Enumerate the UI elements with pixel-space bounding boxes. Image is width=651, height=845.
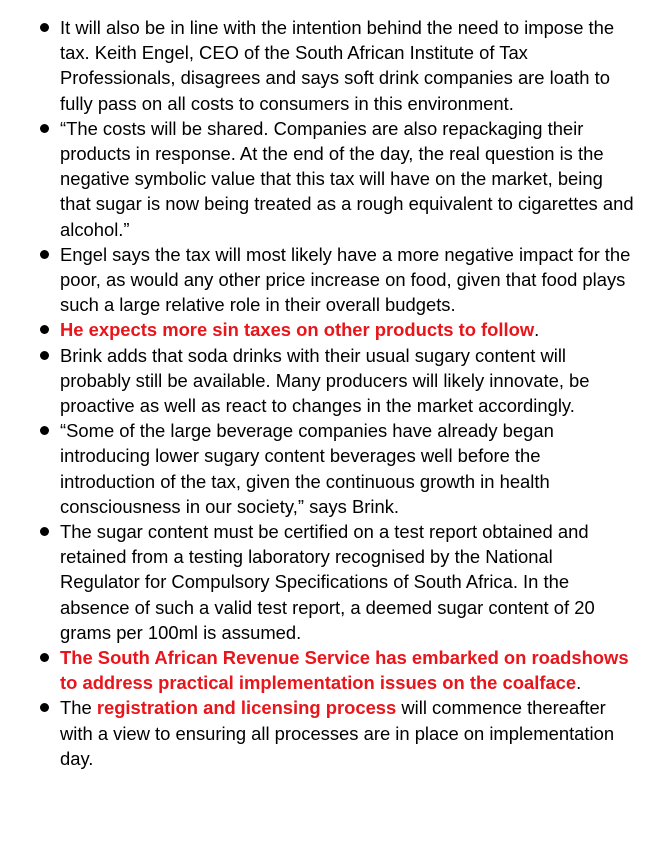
bullet-item-3 [0,242,651,318]
bullet-text-pre: The [60,697,97,719]
bullet-dot-icon [40,351,49,360]
bullet-dot-icon [40,653,49,662]
bullet-item-9 [0,695,651,771]
bullet-dot-icon [40,703,49,712]
bullet-dot-icon [40,527,49,536]
document-page [0,15,651,771]
bullet-item-5 [0,343,651,419]
bullet-dot-icon [40,250,49,259]
bullet-dot-icon [40,426,49,435]
bullet-item-7 [0,519,651,645]
highlighted-phrase: registration and licensing process [96,697,397,719]
bullet-item-6 [0,418,651,519]
highlighted-text: The South African Revenue Service has embarked on roadshows to address practical implementation issues on the coalface [60,647,629,694]
bullet-text-tail: . [576,672,582,694]
bullet-text: It will also be in line with the intention behind the need to impose the tax. Keith Engel, CEO of the South African Institute of Tax Professionals, disagrees and says soft drink companies are loath to fully pass on all costs to consumers in this environment. [60,17,615,114]
bullet-item-4 [0,317,651,342]
bullet-text: “The costs will be shared. Companies are also repackaging their products in response. At the end of the day, the real question is the negative symbolic value that this tax will have on the market, being that sugar is now being treated as a rough equivalent to cigarettes and alcohol.” [60,117,634,240]
bullet-text: Brink adds that soda drinks with their usual sugary content will probably still be available. Many producers will likely innovate, be proactive as well as react to changes in the market accordingly. [60,344,590,417]
bullet-text: The sugar content must be certified on a test report obtained and retained from a testing laboratory recognised by the National Regulator for Compulsory Specifications of South Africa. In the absence of such a valid test report, a deemed sugar content of 20 grams per 100ml is assumed. [60,521,595,643]
bullet-item-2 [0,116,651,242]
bullet-text-tail: . [534,319,540,341]
bullet-item-8 [0,645,651,695]
bullet-dot-icon [40,325,49,334]
bullet-text-post: will commence thereafter with a view to ensuring all processes are in place on implementation day. [60,697,615,769]
bullet-text: “Some of the large beverage companies have already began introducing lower sugary content beverages well before the introduction of the tax, given the continuous growth in health consciousness in our society,” says Brink. [60,420,554,517]
bullet-dot-icon [40,23,49,32]
bullet-item-1 [0,15,651,116]
bullet-dot-icon [40,124,49,133]
bullet-list [0,15,651,771]
bullet-text: Engel says the tax will most likely have a more negative impact for the poor, as would any other price increase on food, given that food plays such a large relative role in their overall budgets. [60,243,631,316]
highlighted-text: He expects more sin taxes on other products to follow [60,319,535,341]
